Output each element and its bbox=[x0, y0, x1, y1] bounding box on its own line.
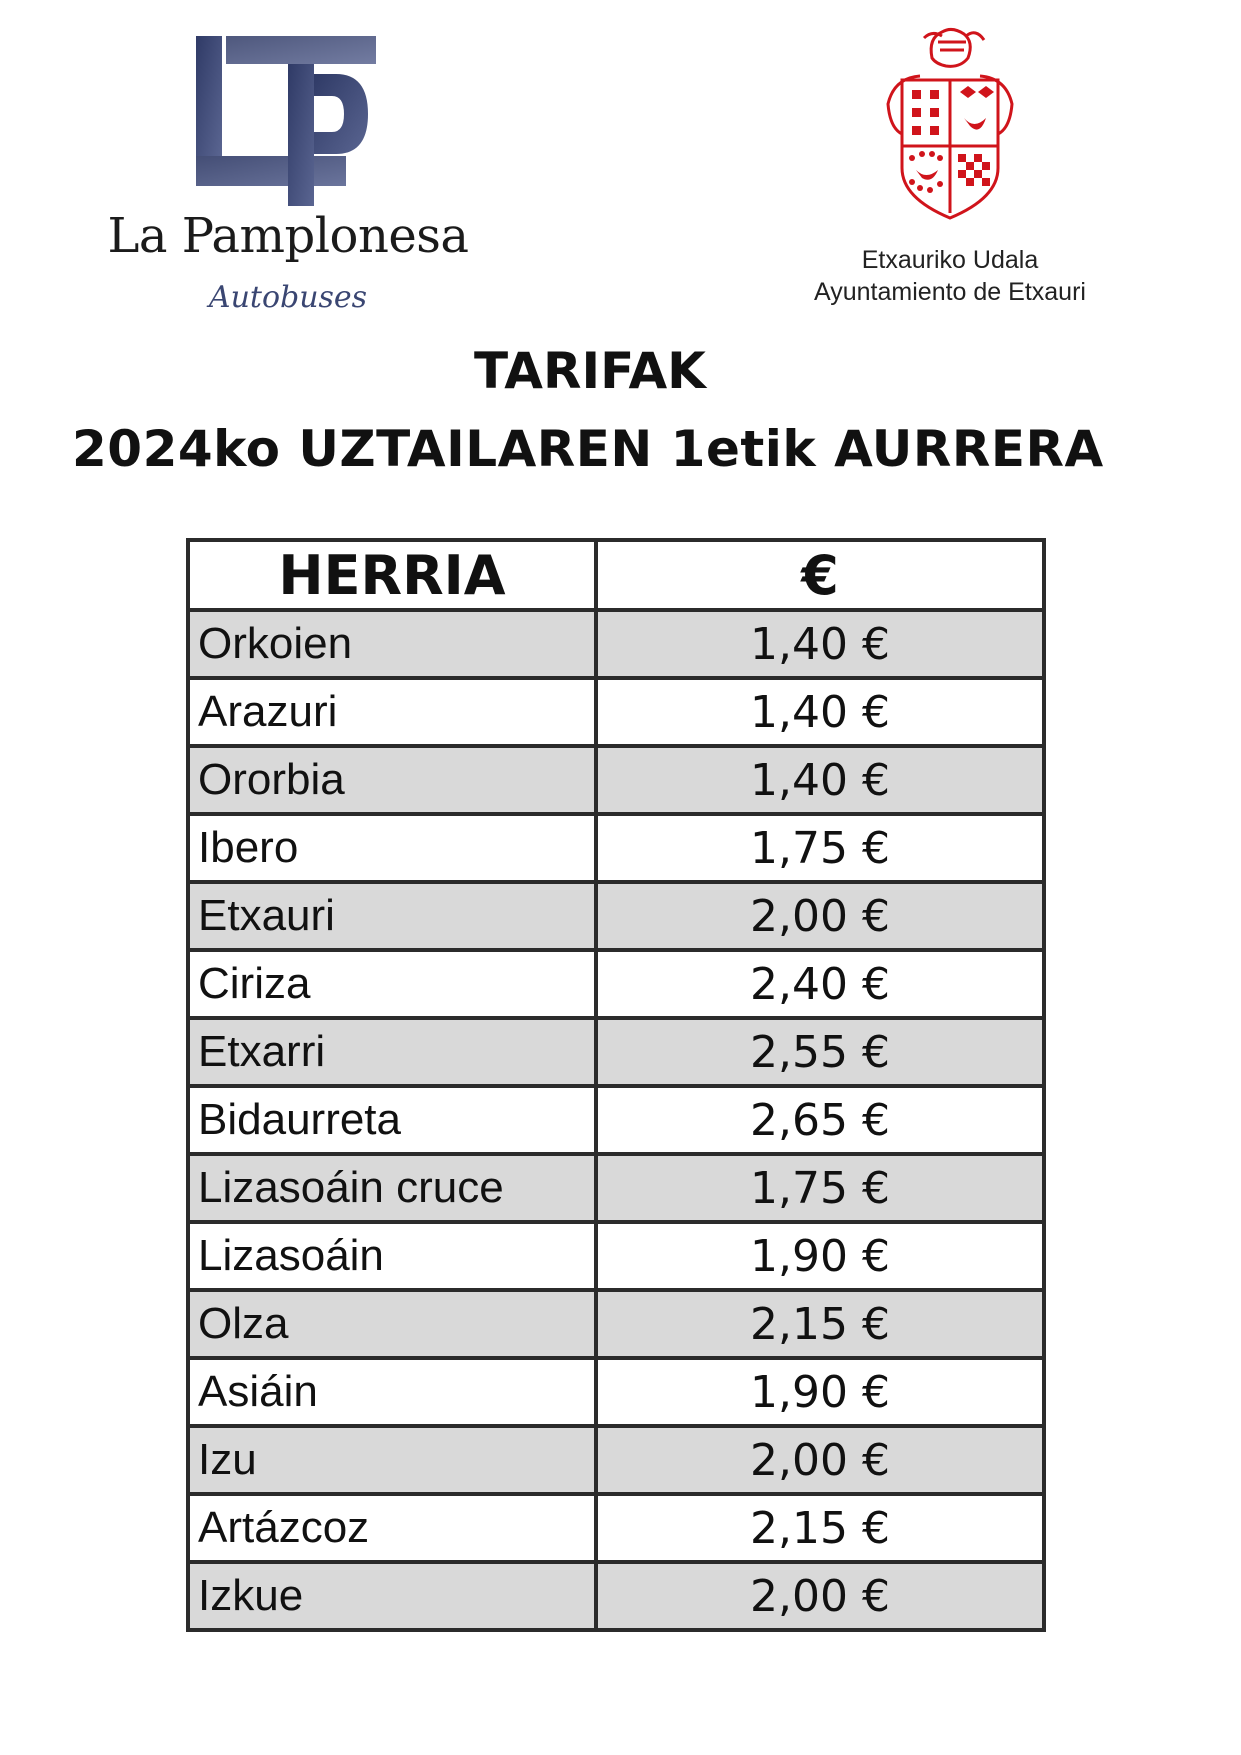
table-row bbox=[188, 882, 1044, 950]
table-row bbox=[188, 746, 1044, 814]
price-cell: 2,00 € bbox=[596, 1426, 1044, 1494]
price-cell: 2,15 € bbox=[596, 1494, 1044, 1562]
table-row bbox=[188, 1562, 1044, 1630]
town-cell: Ibero bbox=[188, 814, 596, 882]
price-cell: 2,00 € bbox=[596, 882, 1044, 950]
price-cell: 1,75 € bbox=[596, 814, 1044, 882]
table-row bbox=[188, 610, 1044, 678]
lp-monogram-icon bbox=[196, 36, 376, 206]
town-cell: Izkue bbox=[188, 1562, 596, 1630]
table-row bbox=[188, 678, 1044, 746]
price-cell: 1,40 € bbox=[596, 610, 1044, 678]
price-cell: 1,40 € bbox=[596, 678, 1044, 746]
town-cell: Etxauri bbox=[188, 882, 596, 950]
town-cell: Etxarri bbox=[188, 1018, 596, 1086]
town-cell: Ciriza bbox=[188, 950, 596, 1018]
company-subtitle: Autobuses bbox=[208, 280, 368, 315]
price-cell: 1,75 € bbox=[596, 1154, 1044, 1222]
price-cell: 1,90 € bbox=[596, 1358, 1044, 1426]
price-cell: 2,65 € bbox=[596, 1086, 1044, 1154]
town-cell: Asiáin bbox=[188, 1358, 596, 1426]
town-cell: Izu bbox=[188, 1426, 596, 1494]
council-name-spanish: Ayuntamiento de Etxauri bbox=[814, 278, 1086, 306]
price-cell: 2,15 € bbox=[596, 1290, 1044, 1358]
table-row bbox=[188, 1154, 1044, 1222]
town-cell: Olza bbox=[188, 1290, 596, 1358]
header-town: HERRIA bbox=[188, 540, 596, 610]
town-cell: Lizasoáin cruce bbox=[188, 1154, 596, 1222]
price-cell: 1,40 € bbox=[596, 746, 1044, 814]
price-cell: 2,00 € bbox=[596, 1562, 1044, 1630]
town-cell: Orkoien bbox=[188, 610, 596, 678]
price-cell: 1,90 € bbox=[596, 1222, 1044, 1290]
table-row bbox=[188, 1290, 1044, 1358]
table-row bbox=[188, 1222, 1044, 1290]
town-cell: Arazuri bbox=[188, 678, 596, 746]
table-row bbox=[188, 1086, 1044, 1154]
town-cell: Ororbia bbox=[188, 746, 596, 814]
council-name bbox=[770, 244, 1130, 308]
table-header-row bbox=[188, 540, 1044, 610]
la-pamplonesa-logo bbox=[88, 36, 488, 326]
header-price: € bbox=[596, 540, 1044, 610]
town-cell: Lizasoáin bbox=[188, 1222, 596, 1290]
page-title: TARIFAK bbox=[474, 342, 706, 400]
fares-table bbox=[186, 538, 1046, 1632]
table-row bbox=[188, 814, 1044, 882]
price-cell: 2,55 € bbox=[596, 1018, 1044, 1086]
town-cell: Artázcoz bbox=[188, 1494, 596, 1562]
table-row bbox=[188, 1018, 1044, 1086]
company-name: La Pamplonesa bbox=[107, 208, 469, 264]
table-row bbox=[188, 1358, 1044, 1426]
table-row bbox=[188, 1494, 1044, 1562]
page-subtitle: 2024ko UZTAILAREN 1etik AURRERA bbox=[72, 420, 1104, 478]
council-name-basque: Etxauriko Udala bbox=[861, 246, 1039, 274]
price-cell: 2,40 € bbox=[596, 950, 1044, 1018]
table-row bbox=[188, 1426, 1044, 1494]
town-cell: Bidaurreta bbox=[188, 1086, 596, 1154]
table-row bbox=[188, 950, 1044, 1018]
etxauri-coat-of-arms-icon bbox=[880, 18, 1020, 228]
